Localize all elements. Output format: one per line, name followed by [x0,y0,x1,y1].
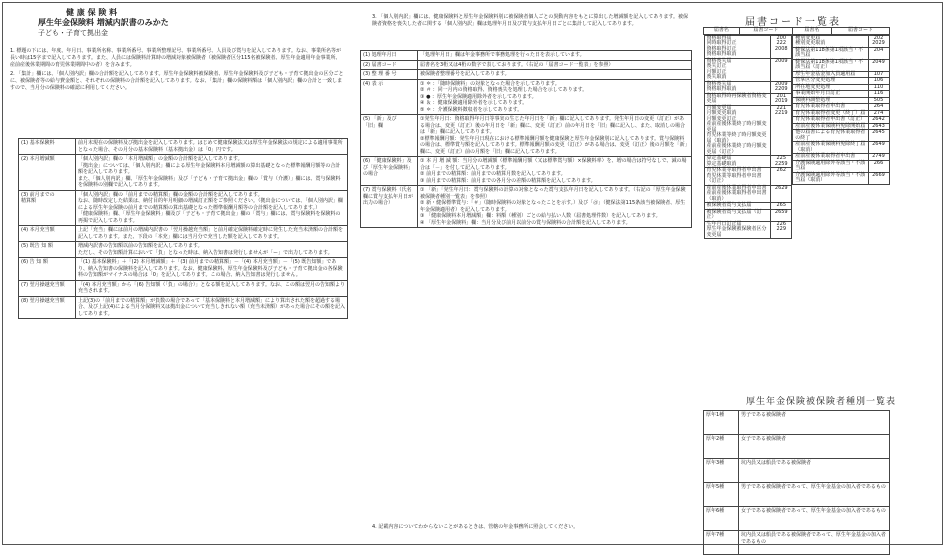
left-row-label: (2) 本月増減額 [19,155,76,191]
code-row [704,168,792,186]
codes-left-cell [704,34,793,239]
mid-row-label: (5) 「新」及び 「旧」欄 [361,115,418,157]
left-row [19,296,348,319]
code-row-text: 221 2219 [771,105,792,156]
left-row-label: (6) 告 知 額 [19,258,76,281]
code-row-text: 264 [868,104,889,111]
title-line-1: 健 康 保 険 料 [66,8,118,17]
code-row-text: 202 2029 [868,35,889,47]
mid-row [361,115,692,157]
code-row-label: 健保法第118条第1項該当・不該当届 [793,47,868,59]
left-row [19,226,348,242]
code-row-text: 2049 [868,59,889,71]
left-explanation-table [18,138,348,319]
code-row-label: 育児休業等取得者申出書 育児休業等取得者申出書（訂正） [704,168,771,186]
insured-row-label: 厚年6種 [704,507,739,531]
code-row-label: 他の届書による育児休業取得者の終了 [793,130,868,142]
code-row-label: 育児休業取得者申出書 [793,104,868,111]
code-row-text: 266 [868,160,889,172]
code-row-text: 505 [868,97,889,104]
code-row-label: 産前産後休業取得者申出書 [793,154,868,161]
insured-types-table [703,410,890,555]
code-row-label: 事業開始年月日訂正 [793,91,868,98]
code-row-label: 介護保険適用除外等該当・不該当届（取消） [793,172,868,184]
mid-row-text: ① 「新」「発生年月日：賞与保険料の計算の対象となった賞与支払年月日を記入してあります。（右記の「厚生年金保険被保険者種別一覧表」を参照） ② 新・健保標準賞与：「＃」（随時保険料の対象となったことを示す。）及び「＠」（健保法第115条該当被保険者、厚生年金保険適用者）を記入してあります。 ③ 「健康保険料本月増減額」欄：料額（種別）ごとの給与払い人数（届書処理件数）を記入してあります。 ④ 「厚生年金保険料」欄：当月分及び前月以前分の賞与保険料の合計額を記入してあります。 [418,186,692,228]
mid-row [361,60,692,70]
code-row-text: 2659 [771,209,792,221]
code-row-label: 管掌区分変更処理 [793,78,868,85]
mid-row [361,79,692,115]
code-row [704,35,792,58]
left-row [19,280,348,296]
codes-head-cell: 届書コード [739,28,792,35]
code-row-label: 厚生年金基金加入員適用届 [793,71,868,78]
code-row-label: 資格喪失届 喪失訂正 月額訂正 喪失取消 [704,58,771,81]
mid-row [361,157,692,186]
left-row-label: (1) 基本保険料 [19,139,76,155]
code-row-label: 産前産後休業取得者申出書 産前産後休業取得者申出書（取消） [704,185,771,203]
codes-head-cell: 届書コード [832,28,890,35]
left-row-text: 「個人別内訳」欄の「本月増減額」の金額の合計額を記入してあります。 「拠出金」については、「個人別内訳」欄による厚生年金保険料本月増減額の算出基礎となった標準報酬月額等の合計額を記入してあります。 また、「個人別内訳」欄、「厚生年金保険料」及び「子ども・子育て拠出金」欄の「賞与（介護）」欄には、賞与保険料を保険料の別欄で記入してあります。 [76,155,348,191]
title-line-2: 厚生年金保険料 増減内訳書のみかた [38,18,169,27]
left-row-label: (4) 本月充当額 [19,226,76,242]
left-row [19,258,348,281]
mid-row-text: ① ＊ ：「随時保険料」の対象となった場合を示してあります。 ② ＃ ：同一月内の資格取得、資格喪失を処理した場合を示してあります。 ③ ● ：厚生年金保険適用除外者を示してあります。 ④ ＆ ：健康保険適用除外者を示してあります。 ⑤ ＊ ：介護保険料徴収者を示してあります。 [418,79,692,115]
insured-row [704,435,890,459]
code-row-label: 資格取得届 同時取得訂正 資格取得訂正 資格取得取消 [704,35,771,58]
code-row-text: 200 222 2008 [771,35,792,58]
insured-row-text: 坑内員又は船員である被保険者 [739,459,890,483]
mid-row-label: (1) 処理年月日 [361,51,418,61]
insured-row-text: 女子である被保険者であって、厚生年金基金の加入者であるもの [739,507,890,531]
codes-head-cell: 届書名 [792,28,831,35]
left-row-label: (3) 前月までの 精算額 [19,190,76,226]
code-row-text: 265 [771,203,792,210]
insured-row [704,531,890,555]
mid-row [361,70,692,80]
insured-row [704,507,890,531]
codes-right-cell [792,34,889,239]
code-row-text: 204 [868,47,889,59]
intro-note: 1. 標題の下には、年度、年月日、事業所名称、事業所番号、事業所整理記号、事業所番号、人員及び賞与を記入してあります。なお、事業所名等が長い時は15字まで記入してあります。また、人員には保険料計算時の増減対象被保険者（被保険者区分115名被保険者、厚生年金適用年金事業所、産前産後休業期間の育児休業期間中の者）を含みます。 [10,48,341,68]
codes-left-table [704,35,793,240]
left-row-label: (7) 翌月操越充当額 [19,280,76,296]
code-row-text: 107 [868,71,889,78]
codes-head-cell: 届書名 [704,28,740,35]
code-row-text: 201 2019 [771,93,792,105]
code-row-label: 保険料調整処理 [793,97,868,104]
code-row [793,35,889,47]
code-row-text: 262 [771,168,792,186]
codes-title: 届書コード一覧表 [745,17,841,28]
code-row-label: 資格喪失届 資格取得取消 [704,81,771,93]
left-row-text: 「個人別内訳」欄の「前月までの精算額」欄の金額の合計額を記入してあります。 なお、随時改定した結果は、納付目的年月明細の増減訂正額をご参照ください。（拠出金については、「個人別内訳」欄による厚生年金保険の前月までの精算額の算出基礎となった標準報酬月額等の合計額を記入してあります。） 「健康保険料」欄、「厚生年金保険料」欄及び「子ども・子育て拠出金」欄の「賞与」欄には、賞与保険料を保険料の再掲で記入してあります。 [76,190,348,226]
code-row-text: 2645 [868,130,889,142]
insured-row-text: 男子である被保険者 [739,411,890,435]
code-row-label: 産前産後休業保険料免除終了届（取消） [793,142,868,154]
code-row-label: 算定基礎届 算定基礎取消 [704,156,771,168]
insured-row-label: 厚年3種 [704,459,739,483]
code-row [793,172,889,184]
code-row [704,209,792,221]
code-row [793,142,889,154]
code-row [793,47,889,59]
code-row [793,160,889,172]
left-row-text: 上記(3)の「前月までの精算額」が負数の場合であって「基本保険料と本月増減額」により算出された額を超過する場合、及び上記(4)による当月分保険料又は拠出金について充当しきれない額（充当未済額）があった場合にその額を記入してあります。 [76,296,348,319]
code-row-label: 被保険者賞与支払届 [704,203,771,210]
left-row-text: 上記「充当」欄には前月の増減内訳書の「翌月操越充当額」と前月確定保険料確定時に発生した充当未済額の合計額を記入してあります。また、下段の「本充」欄には当月分で充当した額を記入してあります。 [76,226,348,242]
mid-row-label: (4) 表 示 [361,79,418,115]
code-row [704,105,792,156]
mid-explanation-table [360,50,692,228]
code-row-label: 所在地変更処理 [793,84,868,91]
mid-intro: 3. 「個人別内訳」欄には、健康保険料と厚生年金保険料別に被保険者個人ごとの異動内容をもとに算出した増減額を記入してあります。被保険者資格を喪失した者に関する「個人別内訳」欄は処理年月日及び賞与支払年月日ごとに集計して記入してあります。 [372,14,688,27]
code-row-label: 月額変更届 月額変更取消 月額変更訂正 産前産後休業終了時月額変更届 育児休業等終了時月額変更届（取消） 産前産後休業終了時月額変更届（訂正） [704,105,771,156]
left-row [19,155,348,191]
code-row-label: 育児休業取得者変更（終了）届 [793,110,868,117]
mid-row-text: ① 本 月 増 減 額：当月分の増減額（標準報酬月額（又は標準賞与額）×保険料率）を、増の場合は符号なしで、減の場合は「－」を付して記入してあります。 ② 前月までの精算額：前月までの精算月数を記入してあります。 ③ 前月までの精算額：前月までの各月分の差額の精算額を記入してあります。 [418,157,692,186]
insured-row-text: 女子である被保険者 [739,435,890,459]
mid-row-label: (2) 届書コード [361,60,418,70]
code-row [704,93,792,105]
intro-notes [10,48,345,92]
insured-row [704,459,890,483]
code-row [704,221,792,239]
code-row-label: 資格取得時再保険者資格変更届 [704,93,771,105]
code-row-text: 2749 [868,154,889,161]
mid-row [361,51,692,61]
mid-row-text: ①発生年月日：資格取得年月日等事実の生じた年月日を「新」欄に記入してあります。発生年月日の変更（訂正）がある場合は、変更（訂正）後の年月日を「新」欄に、変更（訂正）前の年月日を「旧」欄に記入し、また、取消しの場合は「新」欄に記入してあります。 ②標準報酬月額：発生年月日現在における標準報酬月額を健康保険と厚生年金保険別に記入してあります。賞与保険料の場合は、標準賞与額を記入してあります。標準報酬月額の変更（訂正）がある場合は、変更（訂正）後の月額を「新」欄に、変更（訂正）前の月額を「旧」欄に記入してあります。 [418,115,692,157]
code-row-label: 被保険者賞与支払届（訂正） [704,209,771,221]
left-row [19,242,348,258]
code-row-label: 健保法第118条第1項該当・不該当届（訂正） [793,59,868,71]
insured-row-label: 厚年5種 [704,483,739,507]
insured-row-label: 厚年1種 [704,411,739,435]
code-row-text: 116 [868,91,889,98]
code-row [793,130,889,142]
code-row [704,185,792,203]
left-row-text: 前月末現在の保険料及び拠出金を記入してあります。はじめて健康保険法又は厚生年金保険法の規定による適用事業所となった場合、その月分の基本保険料（基本拠出金）は「0」円です。 [76,139,348,155]
mid-row-text: 届書名を3桁又は4桁の数字で表しております。（右記の「届書コード一覧表」を参照） [418,60,692,70]
code-row [704,81,792,93]
code-row-text: 2009 [771,58,792,81]
insured-row-text: 男子である被保険者であって、厚生年金基金の加入者であるもの [739,483,890,507]
mid-footer: 4. 記載内容についてわからないことがあるときは、管轄の年金事務所に照会してください。 [372,524,579,530]
document-title [38,8,169,38]
left-row-text: 「(4) 本月充当額」から「(6) 告知額（「負」の場合）」となる額を記入してあります。なお、この額は翌月の告知額より充当されます。 [76,280,348,296]
mid-row [361,186,692,228]
code-row-text: 2643 [868,123,889,130]
code-row-label: 育児休業取得者申出書（訂正） [793,117,868,124]
code-row [793,59,889,71]
mid-row-label: (3) 整 理 番 号 [361,70,418,80]
code-row-text: 274 [868,110,889,117]
title-line-3: 子ども・子育て拠出金 [38,29,108,37]
left-row [19,139,348,155]
code-row-label: 生年月日訂正届 厚生年金保険被保険者区分変更届 [704,221,771,239]
insured-row [704,411,890,435]
code-row [704,58,792,81]
code-row-text: 2649 [868,142,889,154]
code-row-text: 226 229 [771,221,792,239]
insured-types-title: 厚生年金保険被保険者種別一覧表 [746,397,897,407]
code-row-text: 2642 [868,117,889,124]
code-row-label: 種別変更届 種別変更取消 [793,35,868,47]
mid-row-label: (7) 賞与保険料（氏名欄に賞与支払年月日が出力の場合） [361,186,418,228]
left-row-text: 「(1) 基本保険料」＋「(2) 本月増減額」＋「(3) 前月までの精算額」－「(4) 本月充当額」－「(5) 既告知額」であり、納入告知書の保険料を記入してあります。なお、健康保険料、厚生年金保険料及び子ども・子育て拠出金の各保険料の告知額がマイナスの場合は「0」を記入してあります。この場合、納入告知書は発行しません。 [76,258,348,281]
insured-row-label: 厚年2種 [704,435,739,459]
code-row-text: 2669 [868,172,889,184]
left-row [19,190,348,226]
code-row-text: 2009 2209 [771,81,792,93]
code-row-text: 225 2259 [771,156,792,168]
code-row-text: 110 [868,84,889,91]
left-row-text: 増減内訳書の告知額以前の告知額を記入してあります。 ただし、その告知額計算において「負」となった時は、納入告知書は発行しませんが「ー」で出力してあります。 [76,242,348,258]
insured-row-text: 坑内員又は船員である被保険者であって、厚生年金基金の加入者であるもの [739,531,890,555]
codes-table [703,27,890,239]
code-row-label: 産前産後休業保険料免除開始届 [793,123,868,130]
code-row [704,156,792,168]
left-row-label: (5) 既告 知 額 [19,242,76,258]
codes-right-table [792,35,889,185]
mid-row-label: (6) 「健康保険料」及び「厚生年金保険料」の場合 [361,157,418,186]
mid-row-text: 「処理年月日」欄は年金事務所で事務処理を行った日を表示しています。 [418,51,692,61]
code-row-text: 2629 [771,185,792,203]
left-row-label: (8) 翌月操越充当額 [19,296,76,319]
mid-row-text: 被保険者整理番号を記入してあります。 [418,70,692,80]
code-row-text: 106 [868,78,889,85]
code-row-label: 介護保険適用除外等該当・不該当届 [793,160,868,172]
insured-row-label: 厚年7種 [704,531,739,555]
intro-note: 2. 「集計」欄には、「個人別内訳」欄の合計額を記入してあります。厚生年金保険料被保険者、厚生年金保険料及び子ども・子育て拠出金の区分ごとに、被保険者等の給与費金額と、それぞれの保険料の合計額を記入してあります。なお、「集計」欄の保険料額は「個人別内訳」欄の合計と一致しますので、当月分の保険料の確認に利用してください。 [10,71,344,91]
insured-row [704,483,890,507]
